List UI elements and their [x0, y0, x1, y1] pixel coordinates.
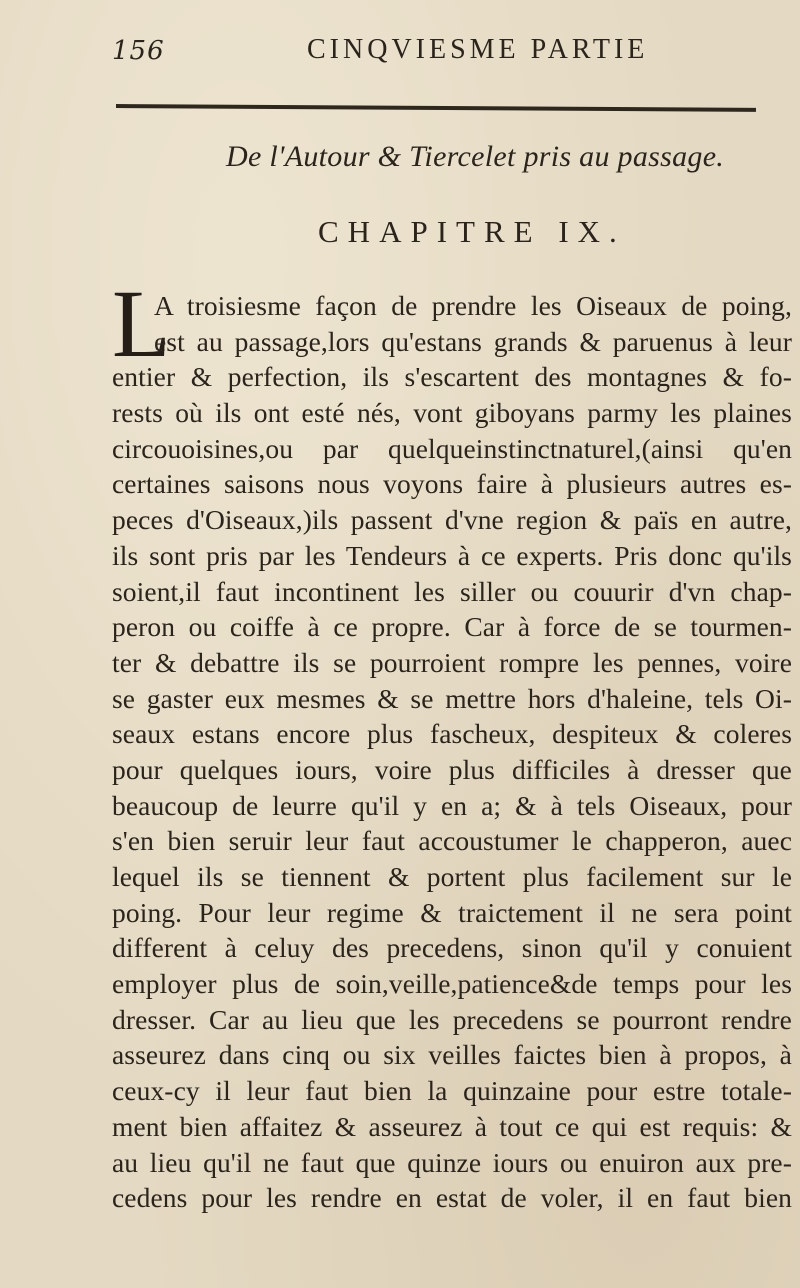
text-line: peces d'Oiseaux,)ils passent d'vne region & païs en autre, — [112, 504, 792, 536]
text-line: ceux-cy il leur faut bien la quinzaine pour estre totale- — [112, 1075, 792, 1107]
text-line: beaucoup de leurre qu'il y en a; & à tels Oiseaux, pour — [112, 789, 792, 821]
text-line: ment bien affaitez & asseurez à tout ce qui est requis: & — [112, 1110, 792, 1142]
text-line: au lieu qu'il ne faut que quinze iours ou enuiron aux pre- — [112, 1146, 792, 1178]
text-line: cedens pour les rendre en estat de voler, il en faut bien — [112, 1182, 792, 1214]
chapter-title: CHAPITRE IX. — [318, 214, 626, 249]
text-line: entier & perfection, ils s'escartent des montagnes & fo- — [112, 361, 792, 393]
text-line: asseurez dans cinq ou six veilles faictes bien à propos, à — [112, 1039, 792, 1071]
text-line: rests où ils ont esté nés, vont giboyans parmy les plaines — [112, 397, 792, 429]
text-line: A troisiesme façon de prendre les Oiseaux de poing, — [154, 290, 792, 321]
text-line: ter & debattre ils se pourroient rompre les pennes, voire — [112, 646, 792, 678]
text-line: poing. Pour leur regime & traictement il ne sera point — [112, 896, 792, 928]
text-line: peron ou coiffe à ce propre. Car à force de se tourmen- — [112, 611, 792, 643]
header-rule — [116, 104, 756, 112]
text-line: seaux estans encore plus fascheux, despiteux & coleres — [112, 718, 792, 750]
text-line: s'en bien seruir leur faut accoustumer le chapperon, auec — [112, 825, 792, 857]
page-number: 156 — [112, 36, 165, 66]
text-line: lequel ils se tiennent & portent plus facilement sur le — [112, 861, 792, 892]
text-line: pour quelques iours, voire plus difficiles à dresser que — [112, 753, 792, 785]
drop-cap: L — [112, 270, 171, 377]
text-line: dresser. Car au lieu que les precedens se pourront rendre — [112, 1003, 792, 1035]
running-title: CINQVIESME PARTIE — [307, 34, 649, 65]
text-line: circouoisines,ou par quelqueinstinctnaturel,(ainsi qu'en — [112, 432, 792, 464]
text-line: est au passage,lors qu'estans grands & paruenus à leur — [154, 325, 792, 357]
text-line: different à celuy des precedens, sinon qu'il y conuient — [112, 932, 792, 964]
running-head — [112, 30, 672, 70]
text-line: se gaster eux mesmes & se mettre hors d'haleine, tels Oi- — [112, 682, 792, 714]
text-line: soient,il faut incontinent les siller ou couurir d'vn chap- — [112, 575, 792, 607]
text-line: ils sont pris par les Tendeurs à ce experts. Pris donc qu'ils — [112, 539, 792, 571]
section-title: De l'Autour & Tiercelet pris au passage. — [226, 140, 725, 173]
text-line: employer plus de soin,veille,patience&de temps pour les — [112, 968, 792, 1000]
body-text — [112, 288, 792, 1216]
text-line: certaines saisons nous voyons faire à plusieurs autres es- — [112, 468, 792, 500]
